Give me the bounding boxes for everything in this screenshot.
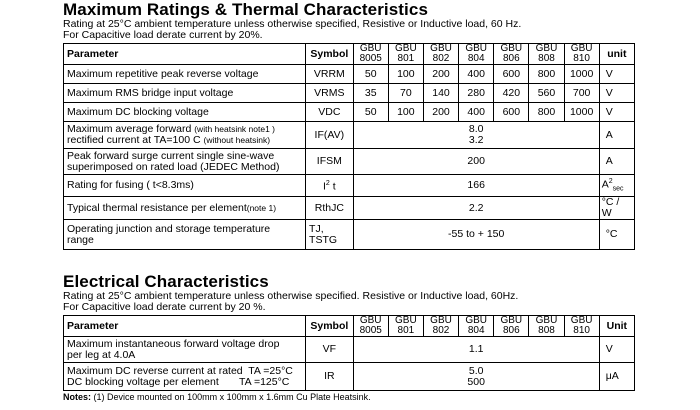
value-cell: 5.0 500 [353,363,599,391]
unit-cell: $A^2_{sec}$ [599,175,634,197]
table-row-vrms [64,84,635,103]
symbol-cell: IF(AV) [306,122,354,149]
electrical-table [63,315,635,391]
electrical-condition-line2: For Capacitive load derate current by 20 %. [63,301,266,313]
value-cell: 420 [494,84,529,103]
symbol-cell: IFSM [306,149,354,175]
max-ratings-condition-line1: Rating at 25°C ambient temperature unless otherwise specified, Resistive or Inductive load, 60 Hz. [63,18,522,30]
value-cell: 200 [423,103,458,122]
header-unit: unit [599,44,634,65]
symbol-cell: $I^2$ t [306,175,354,197]
header-part-810: GBU 810 [564,44,599,65]
value-cell: -55 to + 150 [353,220,599,250]
symbol-cell: TJ, TSTG [306,220,354,250]
table-row-vrrm [64,65,635,84]
notes-text: (1) Device mounted on 100mm x 100mm x 1.6mm Cu Plate Heatsink. [91,392,371,402]
header-parameter: Parameter [64,44,306,65]
value-cell: 400 [459,103,494,122]
max-ratings-title: Maximum Ratings & Thermal Characteristics [63,0,428,19]
param-label: Maximum DC reverse current at rated TA =25°C DC blocking voltage per element TA =125°C [64,363,306,391]
table-row-rthjc [64,197,635,220]
header-part-808: GBU 808 [529,44,564,65]
value-cell: 800 [529,65,564,84]
value-cell: 70 [388,84,423,103]
symbol-cell: VRRM [306,65,354,84]
unit-cell: °C [599,220,634,250]
value-cell: 800 [529,103,564,122]
table-row-fusing [64,175,635,197]
header-part-804: GBU 804 [459,44,494,65]
table-row-ifsm [64,149,635,175]
param-label: Operating junction and storage temperature range [64,220,306,250]
header-symbol: Symbol [306,316,354,337]
unit-cell: A [599,149,634,175]
value-cell: 35 [353,84,388,103]
value-cell: 8.0 3.2 [353,122,599,149]
table-row-ifav [64,122,635,149]
param-label: Typical thermal resistance per element(note 1) [64,197,306,220]
param-label: Peak forward surge current single sine-wave superimposed on rated load (JEDEC Method) [64,149,306,175]
param-label: Maximum instantaneous forward voltage drop per leg at 4.0A [64,337,306,363]
unit-cell: μA [599,363,634,391]
table-row-tj [64,220,635,250]
header-part-801: GBU 801 [388,44,423,65]
value-cell: 100 [388,103,423,122]
value-cell: 140 [423,84,458,103]
symbol-cell: VDC [306,103,354,122]
unit-cell: V [599,103,634,122]
electrical-title: Electrical Characteristics [63,272,269,291]
header-part-806: GBU 806 [494,44,529,65]
header-symbol: Symbol [306,44,354,65]
electrical-section [63,272,635,391]
value-cell: 200 [423,65,458,84]
unit-cell: A [599,122,634,149]
value-cell: 400 [459,65,494,84]
header-parameter: Parameter [64,316,306,337]
symbol-cell: VRMS [306,84,354,103]
value-cell: 1000 [564,103,599,122]
value-cell: 560 [529,84,564,103]
table-row-vf [64,337,635,363]
value-cell: 2.2 [353,197,599,220]
param-label: Maximum repetitive peak reverse voltage [64,65,306,84]
header-part-808: GBU 808 [529,316,564,337]
header-unit: Unit [599,316,634,337]
table-row-vdc [64,103,635,122]
symbol-cell: RthJC [306,197,354,220]
notes [63,392,371,403]
value-cell: 200 [353,149,599,175]
header-part-802: GBU 802 [423,316,458,337]
max-ratings-section [63,0,635,250]
value-cell: 700 [564,84,599,103]
param-label: Rating for fusing ( t<8.3ms) [64,175,306,197]
notes-label: Notes: [63,392,92,402]
header-part-806: GBU 806 [494,316,529,337]
table-row-ir [64,363,635,391]
param-label: Maximum DC blocking voltage [64,103,306,122]
value-cell: 50 [353,65,388,84]
value-cell: 50 [353,103,388,122]
value-cell: 1000 [564,65,599,84]
header-part-8005: GBU 8005 [353,44,388,65]
value-cell: 100 [388,65,423,84]
max-ratings-condition-line2: For Capacitive load derate current by 20%. [63,29,263,41]
param-label: Maximum RMS bridge input voltage [64,84,306,103]
electrical-condition-line1: Rating at 25°C ambient temperature unless otherwise specified. Resistive or Inductive load, 60Hz. [63,290,519,302]
value-cell: 600 [494,103,529,122]
symbol-cell: VF [306,337,354,363]
header-part-8005: GBU 8005 [353,316,388,337]
value-cell: 166 [353,175,599,197]
table-header-row [64,316,635,337]
table-header-row [64,44,635,65]
header-part-801: GBU 801 [388,316,423,337]
param-label: Maximum average forward (with heatsink note1 ) rectified current at TA=100 C (without heatsink) [64,122,306,149]
header-part-804: GBU 804 [459,316,494,337]
value-cell: 600 [494,65,529,84]
header-part-802: GBU 802 [423,44,458,65]
value-cell: 280 [459,84,494,103]
symbol-cell: IR [306,363,354,391]
value-cell: 1.1 [353,337,599,363]
unit-cell: V [599,65,634,84]
unit-cell: °C / W [599,197,634,220]
header-part-810: GBU 810 [564,316,599,337]
unit-cell: V [599,84,634,103]
unit-cell: V [599,337,634,363]
max-ratings-table [63,43,635,250]
